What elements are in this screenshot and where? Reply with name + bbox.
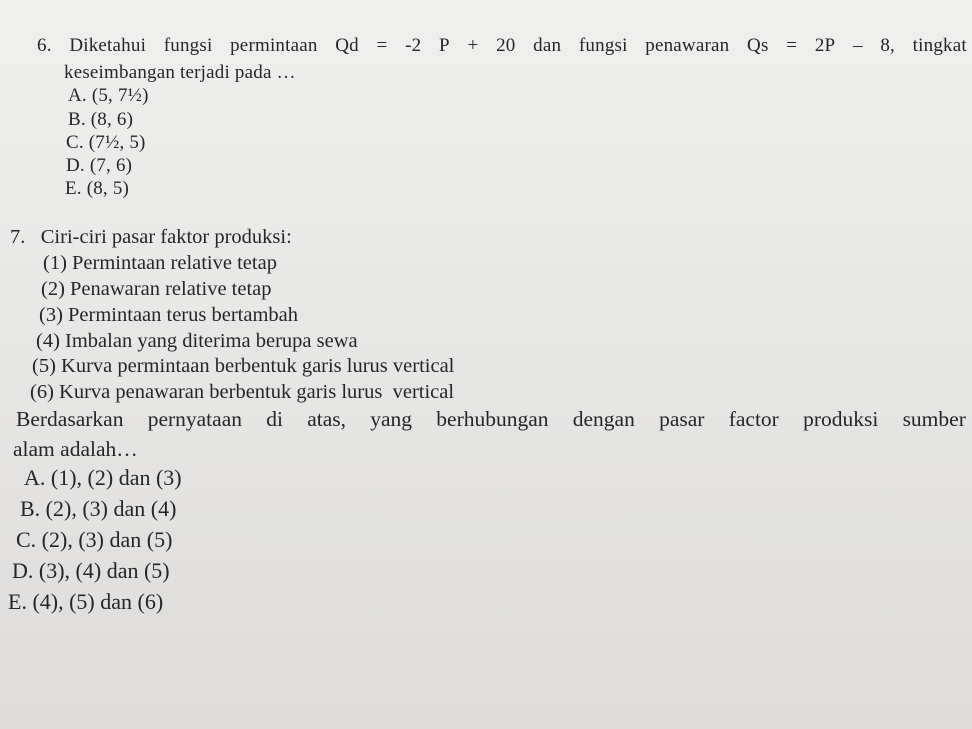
q7-word: pernyataan <box>147 407 242 431</box>
q7-statement-5: (5) Kurva permintaan berbentuk garis lurus vertical <box>32 355 455 377</box>
q7-word: dengan <box>572 407 635 431</box>
q6-word: fungsi <box>578 35 628 56</box>
q7-option-c: C. (2), (3) dan (5) <box>16 527 173 552</box>
q6-stem-line2: keseimbangan terjadi pada … <box>64 62 296 83</box>
q7-word: yang <box>370 407 413 431</box>
q7-statement-2: (2) Penawaran relative tetap <box>41 278 272 300</box>
paper-show-through <box>440 515 445 538</box>
q6-word: permintaan <box>230 35 318 56</box>
q6-word: = <box>786 35 798 56</box>
q7-option-a: A. (1), (2) dan (3) <box>24 465 182 490</box>
q6-word: 2P <box>814 35 836 56</box>
q6-word: 8, <box>880 35 895 56</box>
q6-option-d: D. (7, 6) <box>66 155 133 176</box>
q7-statement-1: (1) Permintaan relative tetap <box>43 252 277 274</box>
q7-question-line1 <box>16 409 966 431</box>
q7-statement-6: (6) Kurva penawaran berbentuk garis lurus vertical <box>30 381 455 403</box>
q6-word: 20 <box>496 35 516 56</box>
q7-word: berhubungan <box>436 407 549 431</box>
q6-word: Qs <box>747 35 769 56</box>
q6-word: Qd <box>335 35 359 56</box>
q6-word: tingkat <box>912 35 967 56</box>
q6-word: Diketahui <box>69 35 147 56</box>
q7-word: pasar <box>659 407 705 431</box>
q6-option-c: C. (7½, 5) <box>66 132 146 153</box>
q6-word: dan <box>533 35 562 56</box>
q7-statement-4: (4) Imbalan yang diterima berupa sewa <box>36 330 358 352</box>
q6-word: + <box>467 35 479 56</box>
q7-word: factor <box>728 407 779 431</box>
q6-word: -2 <box>405 35 422 56</box>
q6-word: 6. <box>37 35 52 56</box>
q7-word: atas, <box>307 407 347 431</box>
q7-option-d: D. (3), (4) dan (5) <box>12 558 170 583</box>
q7-word: produksi <box>803 407 879 431</box>
q7-title: 7. Ciri-ciri pasar faktor produksi: <box>10 226 292 248</box>
q7-word: sumber <box>902 407 966 431</box>
q7-option-e: E. (4), (5) dan (6) <box>8 589 164 614</box>
q6-word: – <box>852 35 863 56</box>
q7-option-b: B. (2), (3) dan (4) <box>20 496 177 521</box>
q6-stem-line1 <box>37 36 967 55</box>
q6-word: fungsi <box>163 35 213 56</box>
q7-question-line2: alam adalah… <box>13 437 138 461</box>
q6-word: = <box>376 35 388 56</box>
q7-statement-3: (3) Permintaan terus bertambah <box>39 304 299 326</box>
q7-word: di <box>266 407 283 431</box>
q7-word: Berdasarkan <box>16 407 124 431</box>
q6-word: P <box>439 35 450 56</box>
q6-option-b: B. (8, 6) <box>68 109 134 130</box>
q6-word: penawaran <box>645 35 730 56</box>
q6-option-a: A. (5, 7½) <box>68 85 149 106</box>
q6-option-e: E. (8, 5) <box>65 178 130 199</box>
